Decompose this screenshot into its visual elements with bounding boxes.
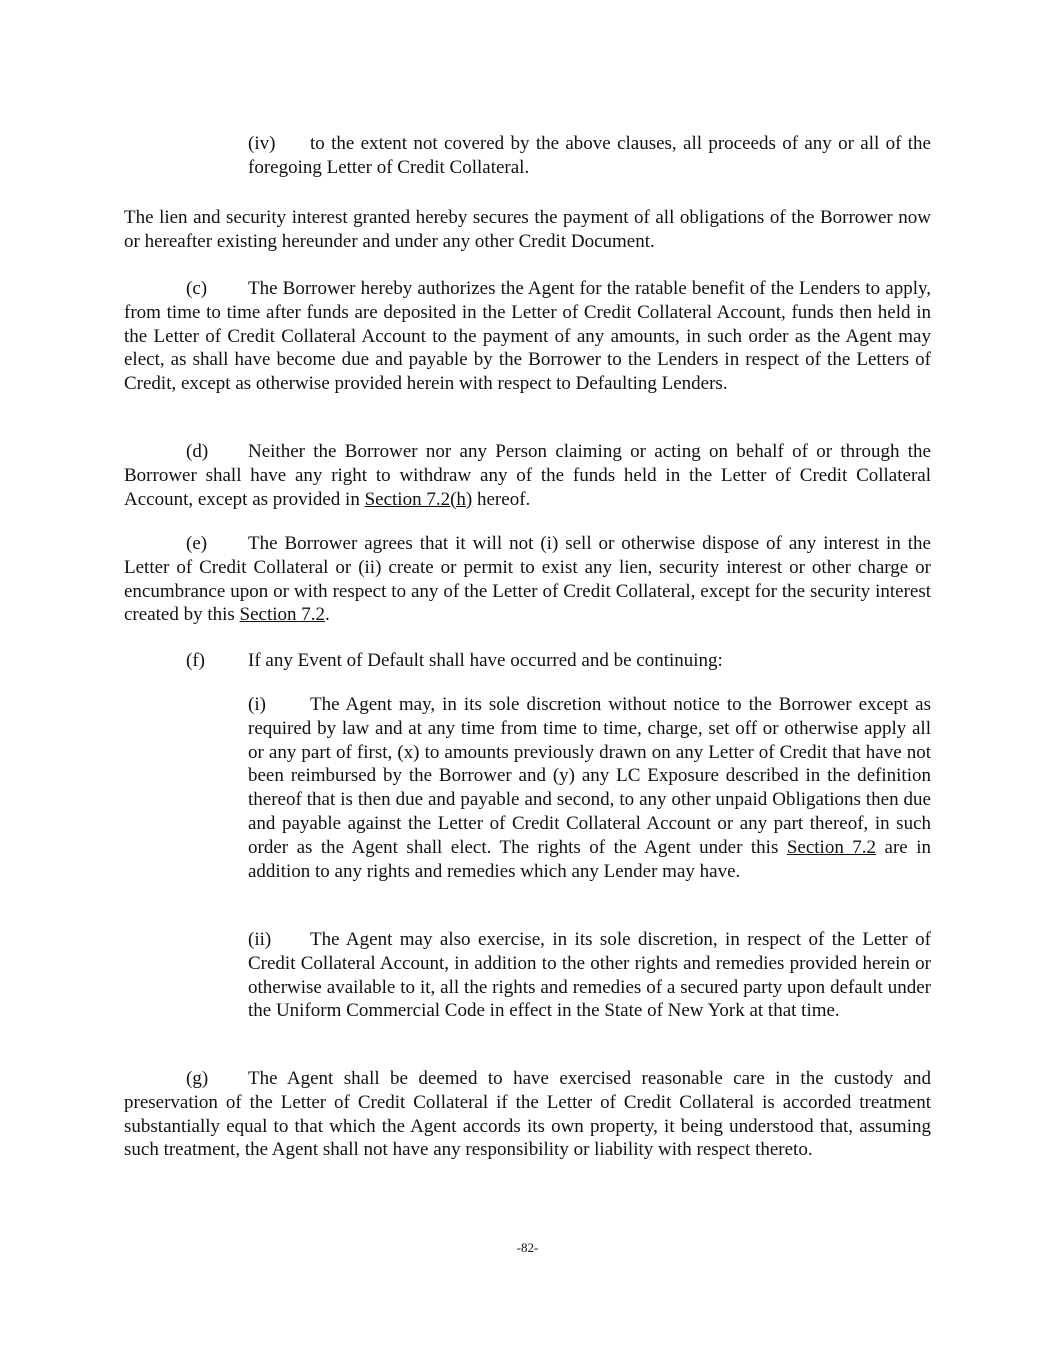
paragraph-f [124,649,931,673]
subclause-i-label: (i) [248,694,266,715]
paragraph-d [124,440,931,511]
section-7-2h-link[interactable]: Section 7.2(h) [364,488,473,510]
paragraph-e-text-end: . [325,604,330,626]
clause-iv [248,132,931,180]
clause-iv-label: (iv) [248,133,276,154]
subclause-i-text: The Agent may, in its sole discretion without notice to the Borrower except as required by law and at any time from time to time, charge, set off or otherwise apply all or any part of first, (x) to amounts previously drawn on any Letter of Credit that have not been reimbursed by the Borrower and (y) any LC Exposure described in the definition thereof that is then due and payable and second, to any other unpaid Obligations then due and payable against the Letter of Credit Collateral Account or any part thereof, in such order as the Agent shall elect. The rights of the Agent under this [248,694,931,858]
section-7-2-link-2[interactable]: Section 7.2 [786,836,877,858]
paragraph-d-text-end: hereof. [472,488,531,510]
paragraph-g-text: The Agent shall be deemed to have exercised reasonable care in the custody and preservation of the Letter of Credit Collateral if the Letter of Credit Collateral is accorded treatment substantially equal to that which the Agent accords its own property, it being understood that, assuming such treatment, the Agent shall not have any responsibility or liability with respect thereto. [124,1068,931,1161]
section-7-2-link[interactable]: Section 7.2 [239,604,326,626]
paragraph-e-text: The Borrower agrees that it will not (i) sell or otherwise dispose of any interest in the Letter of Credit Collateral or (ii) create or permit to exist any lien, security interest or other charge or encumbrance upon or with respect to any of the Letter of Credit Collateral, except for the security interest created by this [124,533,931,626]
paragraph-e-label: (e) [186,533,208,554]
paragraph-f-label: (f) [186,650,205,671]
subclause-ii-text: The Agent may also exercise, in its sole discretion, in respect of the Letter of Credit Collateral Account, in addition to the other rights and remedies provided herein or otherwise available to it, all the rights and remedies of a secured party upon default under the Uniform Commercial Code in effect in the State of New York at that time. [248,929,931,1022]
paragraph-c [124,277,931,396]
page-number: -82- [516,1240,539,1255]
subclause-ii-label: (ii) [248,929,272,950]
paragraph-c-label: (c) [186,278,208,299]
paragraph-f-text: If any Event of Default shall have occurred and be continuing: [248,650,723,671]
paragraph-e [124,532,931,627]
paragraph-g-label: (g) [186,1068,209,1089]
subclause-i [248,693,931,883]
clause-iv-text: to the extent not covered by the above clauses, all proceeds of any or all of the foregoing Letter of Credit Collateral. [248,133,931,178]
paragraph-d-text: Neither the Borrower nor any Person claiming or acting on behalf of or through the Borrower shall have any right to withdraw any of the funds held in the Letter of Credit Collateral Account, except as provided in [124,441,931,510]
paragraph-g [124,1067,931,1162]
paragraph-d-label: (d) [186,441,209,462]
subclause-ii [248,928,931,1023]
paragraph-c-text: The Borrower hereby authorizes the Agent for the ratable benefit of the Lenders to apply, from time to time after funds are deposited in the Letter of Credit Collateral Account, funds then held in the Letter of Credit Collateral Account to the payment of any amounts, in such order as the Agent may elect, as shall have become due and payable by the Borrower to the Lenders in respect of the Letters of Credit, except as otherwise provided herein with respect to Defaulting Lenders. [124,278,931,395]
subclause-i-text-end: are in addition to any rights and remedies which any Lender may have. [248,836,931,882]
lien-paragraph: The lien and security interest granted hereby secures the payment of all obligations of the Borrower now or hereafter existing hereunder and under any other Credit Document. [124,207,931,252]
